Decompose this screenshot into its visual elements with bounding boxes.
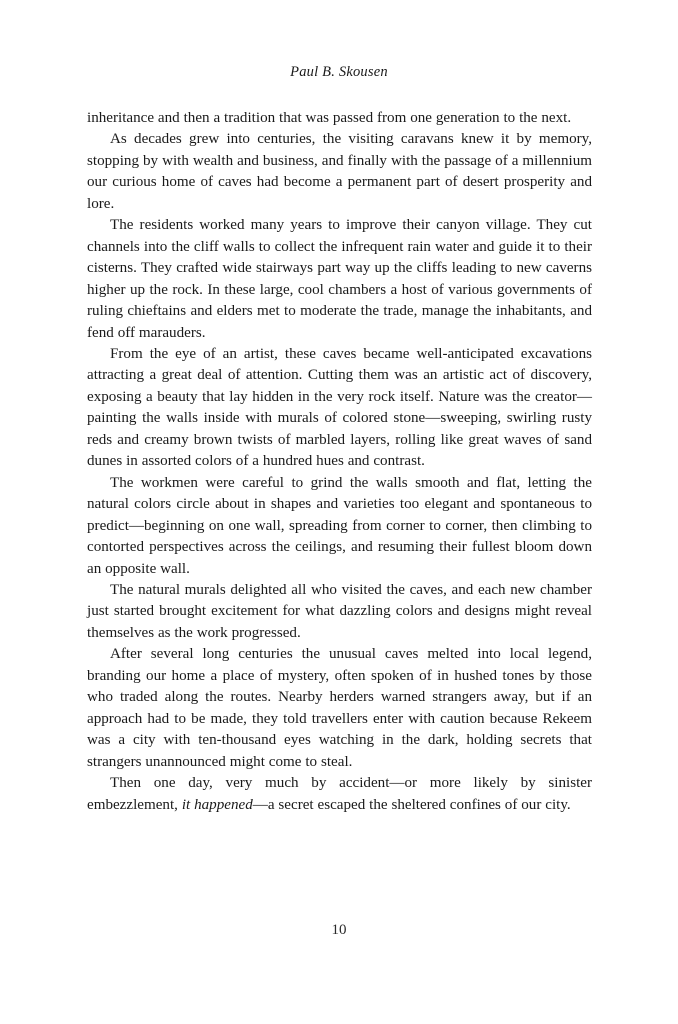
text-run: As decades grew into centuries, the visiting caravans knew it by memory, stopping by with wealth and business, and finally with the passage of a millennium our curious home of caves had become a permanent part of desert prosperity and lore. xyxy=(87,131,592,212)
text-run: The residents worked many years to improve their canyon village. They cut channels into the cliff walls to collect the infrequent rain water and guide it to their cisterns. They crafted wide stairways part way up the cliffs leading to new caverns higher up the rock. In these large, cool chambers a host of various governments of ruling chieftains and elders met to moderate the trade, manage the inhabitants, and fend off marauders. xyxy=(87,217,592,341)
text-run: The workmen were careful to grind the walls smooth and flat, letting the natural colors circle about in shapes and varieties too elegant and spontaneous to predict—beginning on one wall, spreading from corner to corner, then climbing to contorted perspectives across the ceilings, and resuming their fullest bloom down an opposite wall. xyxy=(87,474,592,577)
body-paragraph xyxy=(87,644,592,773)
text-run: Then one day, very much by accident—or more likely by sinister embezzlement, xyxy=(87,775,592,813)
body-paragraph xyxy=(87,344,592,473)
body-paragraph xyxy=(87,129,592,215)
text-run: After several long centuries the unusual caves melted into local legend, branding our home a place of mystery, often spoken of in hushed tones by those who traded along the routes. Nearby herders warned strangers away, but if an approach had to be made, they told travellers enter with caution because Rekeem was a city with ten-thousand eyes watching in the dark, holding secrets that strangers unannounced might come to steal. xyxy=(87,646,592,770)
body-paragraph xyxy=(87,215,592,344)
text-run: From the eye of an artist, these caves became well-anticipated excavations attracting a great deal of attention. Cutting them was an artistic act of discovery, exposing a beauty that lay hidden in the very rock itself. Nature was the creator—painting the walls inside with murals of colored stone—sweeping, swirling rusty reds and creamy brown twists of marbled layers, rolling like great waves of sand dunes in assorted colors of a hundred hues and contrast. xyxy=(87,345,592,470)
body-paragraph xyxy=(87,108,592,129)
text-run: inheritance and then a tradition that was passed from one generation to the next. xyxy=(87,110,572,126)
text-run: The natural murals delighted all who visited the caves, and each new chamber just started brought excitement for what dazzling colors and designs might reveal themselves as the work progressed. xyxy=(87,581,592,641)
page-number: 10 xyxy=(331,922,347,938)
text-run: —a secret escaped the sheltered confines of our city. xyxy=(252,796,571,813)
emphasized-text: it happened xyxy=(181,796,253,813)
body-paragraph xyxy=(87,473,592,580)
body-paragraph xyxy=(87,773,592,816)
body-paragraph xyxy=(87,580,592,644)
body-text-block xyxy=(87,108,592,816)
running-head: Paul B. Skousen xyxy=(290,64,388,80)
